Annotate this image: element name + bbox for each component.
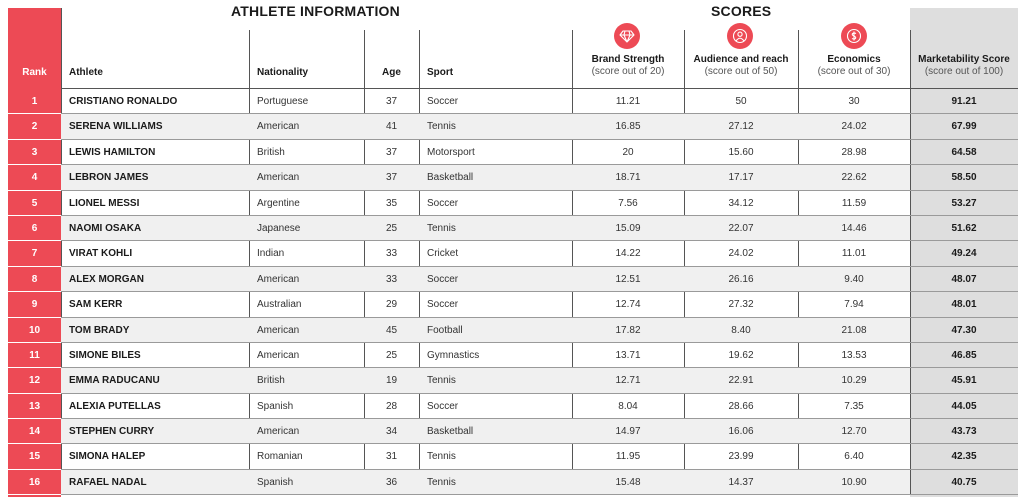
nationality-cell: Argentine	[257, 197, 300, 209]
audience-reach-cell: 17.17	[728, 172, 754, 184]
sport-cell: Basketball	[427, 172, 474, 184]
table-row	[8, 292, 1018, 317]
header-economics-label: Economics	[827, 54, 881, 65]
age-cell: 35	[385, 197, 398, 209]
brand-strength-cell: 12.71	[615, 375, 641, 387]
table-row	[8, 191, 1018, 216]
brand-strength-cell: 17.82	[615, 324, 641, 336]
header-audience-reach	[684, 54, 798, 78]
economics-cell: 7.35	[844, 400, 864, 412]
brand-strength-cell: 8.04	[618, 400, 638, 412]
age-cell: 36	[385, 476, 398, 488]
rank-cell: 14	[28, 426, 41, 438]
athlete-name-cell: VIRAT KOHLI	[69, 248, 133, 260]
economics-cell: 11.59	[841, 197, 867, 209]
economics-cell: 10.90	[841, 476, 867, 488]
brand-strength-cell: 11.95	[615, 451, 641, 463]
nationality-cell: Australian	[257, 299, 302, 311]
audience-reach-cell: 28.66	[728, 400, 754, 412]
audience-reach-cell: 34.12	[728, 197, 754, 209]
sport-cell: Tennis	[427, 451, 456, 463]
rank-cell: 15	[28, 451, 41, 463]
marketability-score-cell: 43.73	[951, 426, 977, 438]
header-brand-strength	[572, 54, 684, 78]
audience-reach-cell: 50	[735, 96, 747, 107]
nationality-cell: Spanish	[257, 400, 294, 412]
people-icon	[727, 23, 753, 49]
brand-strength-cell: 14.97	[615, 426, 641, 438]
economics-cell: 7.94	[844, 299, 864, 311]
marketability-score-cell: 49.24	[951, 248, 977, 260]
economics-cell: 12.70	[841, 426, 867, 438]
marketability-score-cell: 46.85	[951, 349, 977, 361]
economics-cell: 14.46	[841, 222, 867, 234]
rank-cell: 1	[31, 96, 38, 107]
athlete-name-cell: LEBRON JAMES	[69, 172, 149, 184]
sport-cell: Tennis	[427, 121, 456, 133]
age-cell: 29	[385, 299, 398, 311]
age-cell: 37	[385, 146, 398, 158]
table-row	[8, 241, 1018, 266]
sport-cell: Soccer	[427, 197, 459, 209]
table-row	[8, 368, 1018, 393]
sport-cell: Cricket	[427, 248, 459, 260]
marketability-score-cell: 53.27	[951, 197, 977, 209]
audience-reach-cell: 27.32	[728, 299, 754, 311]
header-age: Age	[382, 67, 401, 78]
economics-cell: 21.08	[841, 324, 867, 336]
rank-cell: 11	[29, 349, 40, 361]
brand-strength-cell: 20	[622, 146, 634, 158]
sport-cell: Tennis	[427, 222, 456, 234]
age-cell: 19	[385, 375, 398, 387]
sport-cell: Basketball	[427, 426, 474, 438]
sport-cell: Soccer	[427, 400, 459, 412]
economics-cell: 9.40	[844, 273, 864, 285]
header-marketability-label: Marketability Score	[918, 54, 1010, 65]
rank-cell: 12	[28, 375, 41, 387]
athlete-name-cell: ALEXIA PUTELLAS	[69, 400, 161, 412]
nationality-cell: American	[257, 273, 300, 285]
rank-cell: 16	[28, 476, 41, 488]
sport-cell: Soccer	[427, 96, 459, 107]
nationality-cell: Romanian	[257, 451, 303, 463]
marketability-score-cell: 40.75	[951, 476, 977, 488]
table-row	[8, 140, 1018, 165]
brand-strength-cell: 7.56	[618, 197, 638, 209]
table-row	[8, 419, 1018, 444]
table-row	[8, 216, 1018, 241]
header-audience-label: Audience and reach	[693, 54, 789, 65]
sport-cell: Tennis	[427, 476, 456, 488]
economics-cell: 30	[848, 96, 860, 107]
nationality-cell: American	[257, 172, 300, 184]
brand-strength-cell: 14.22	[615, 248, 641, 260]
nationality-cell: British	[257, 375, 285, 387]
table-row	[8, 343, 1018, 368]
audience-reach-cell: 24.02	[728, 248, 754, 260]
rank-cell: 5	[31, 197, 38, 209]
sport-cell: Soccer	[427, 273, 459, 285]
group-title-scores: SCORES	[711, 3, 772, 19]
nationality-cell: Portuguese	[257, 96, 309, 107]
athlete-name-cell: ALEX MORGAN	[69, 273, 144, 285]
money-icon	[841, 23, 867, 49]
marketability-score-cell: 64.58	[951, 146, 977, 158]
age-cell: 37	[385, 172, 398, 184]
brand-strength-cell: 11.21	[615, 96, 641, 107]
header-audience-sub: (score out of 50)	[704, 66, 778, 77]
marketability-score-cell: 51.62	[951, 222, 977, 234]
economics-cell: 13.53	[841, 349, 867, 361]
audience-reach-cell: 16.06	[728, 426, 754, 438]
marketability-score-cell: 58.50	[951, 172, 977, 184]
athlete-name-cell: RAFAEL NADAL	[69, 476, 147, 488]
athlete-table-body	[8, 89, 1018, 495]
athlete-name-cell: TOM BRADY	[69, 324, 130, 336]
age-cell: 41	[385, 121, 398, 133]
nationality-cell: American	[257, 121, 300, 133]
table-row	[8, 444, 1018, 469]
audience-reach-cell: 27.12	[728, 121, 754, 133]
age-cell: 33	[385, 248, 398, 260]
header-marketability-score	[910, 54, 1018, 78]
nationality-cell: American	[257, 324, 300, 336]
brand-strength-cell: 15.48	[615, 476, 641, 488]
athlete-name-cell: SAM KERR	[69, 299, 123, 311]
rank-cell: 2	[31, 121, 38, 133]
athlete-name-cell: LIONEL MESSI	[69, 197, 140, 209]
table-row	[8, 267, 1018, 292]
marketability-score-cell: 45.91	[951, 375, 977, 387]
sport-cell: Soccer	[427, 299, 459, 311]
header-marketability-sub: (score out of 100)	[924, 66, 1004, 77]
audience-reach-cell: 22.07	[728, 222, 754, 234]
header-athlete: Athlete	[69, 67, 103, 78]
table-row	[8, 394, 1018, 419]
header-nationality: Nationality	[257, 67, 309, 78]
nationality-cell: Indian	[257, 248, 285, 260]
age-cell: 37	[385, 96, 398, 107]
economics-cell: 24.02	[841, 121, 867, 133]
nationality-cell: American	[257, 426, 300, 438]
age-cell: 34	[385, 426, 398, 438]
athlete-name-cell: SIMONA HALEP	[69, 451, 146, 463]
rank-cell: 7	[31, 248, 38, 260]
rank-cell: 3	[31, 146, 38, 158]
athlete-name-cell: SIMONE BILES	[69, 349, 141, 361]
brand-strength-cell: 12.51	[615, 273, 641, 285]
brand-strength-cell: 12.74	[615, 299, 641, 311]
nationality-cell: American	[257, 349, 300, 361]
athlete-name-cell: CRISTIANO RONALDO	[69, 96, 178, 107]
header-brand-label: Brand Strength	[591, 54, 665, 65]
table-row	[8, 165, 1018, 190]
athlete-name-cell: LEWIS HAMILTON	[69, 146, 156, 158]
athlete-name-cell: STEPHEN CURRY	[69, 426, 155, 438]
audience-reach-cell: 15.60	[728, 146, 754, 158]
marketability-score-cell: 44.05	[951, 400, 977, 412]
header-sport: Sport	[427, 67, 454, 78]
rank-cell: 8	[31, 273, 38, 285]
economics-cell: 22.62	[841, 172, 867, 184]
age-cell: 33	[385, 273, 398, 285]
header-rank: Rank	[22, 67, 47, 78]
header-economics-sub: (score out of 30)	[817, 66, 891, 77]
brand-strength-cell: 13.71	[615, 349, 641, 361]
nationality-cell: Spanish	[257, 476, 294, 488]
marketability-score-cell: 42.35	[951, 451, 977, 463]
rank-cell: 10	[28, 324, 41, 336]
age-cell: 25	[385, 349, 398, 361]
age-cell: 28	[385, 400, 398, 412]
brand-strength-cell: 16.85	[615, 121, 641, 133]
marketability-score-cell: 48.01	[951, 299, 977, 311]
brand-strength-cell: 18.71	[615, 172, 641, 184]
nationality-cell: British	[257, 146, 285, 158]
header-brand-sub: (score out of 20)	[591, 66, 665, 77]
economics-cell: 28.98	[841, 146, 867, 158]
brand-strength-cell: 15.09	[615, 222, 641, 234]
audience-reach-cell: 14.37	[728, 476, 754, 488]
economics-cell: 6.40	[844, 451, 864, 463]
header-economics	[798, 54, 910, 78]
marketability-score-cell: 47.30	[951, 324, 977, 336]
age-cell: 25	[385, 222, 398, 234]
sport-cell: Tennis	[427, 375, 456, 387]
marketability-score-cell: 48.07	[951, 273, 977, 285]
rank-cell: 6	[31, 222, 38, 234]
audience-reach-cell: 8.40	[731, 324, 751, 336]
sport-cell: Gymnastics	[427, 349, 480, 361]
audience-reach-cell: 19.62	[728, 349, 754, 361]
audience-reach-cell: 26.16	[728, 273, 754, 285]
athlete-name-cell: NAOMI OSAKA	[69, 222, 142, 234]
rank-cell: 13	[28, 400, 41, 412]
diamond-icon	[614, 23, 640, 49]
sport-cell: Football	[427, 324, 463, 336]
table-row	[8, 318, 1018, 343]
marketability-score-cell: 67.99	[951, 121, 977, 133]
group-title-athlete-information: ATHLETE INFORMATION	[231, 3, 400, 19]
marketability-score-cell: 91.21	[951, 96, 977, 107]
table-row	[8, 114, 1018, 139]
nationality-cell: Japanese	[257, 222, 301, 234]
rank-cell: 9	[31, 299, 38, 311]
audience-reach-cell: 23.99	[728, 451, 754, 463]
rank-cell: 4	[31, 172, 38, 184]
age-cell: 31	[385, 451, 398, 463]
economics-cell: 10.29	[841, 375, 867, 387]
athlete-name-cell: EMMA RADUCANU	[69, 375, 160, 387]
economics-cell: 11.01	[841, 248, 867, 260]
sport-cell: Motorsport	[427, 146, 475, 158]
table-row	[8, 89, 1018, 114]
age-cell: 45	[385, 324, 398, 336]
athlete-name-cell: SERENA WILLIAMS	[69, 121, 163, 133]
table-row	[8, 470, 1018, 495]
audience-reach-cell: 22.91	[728, 375, 754, 387]
